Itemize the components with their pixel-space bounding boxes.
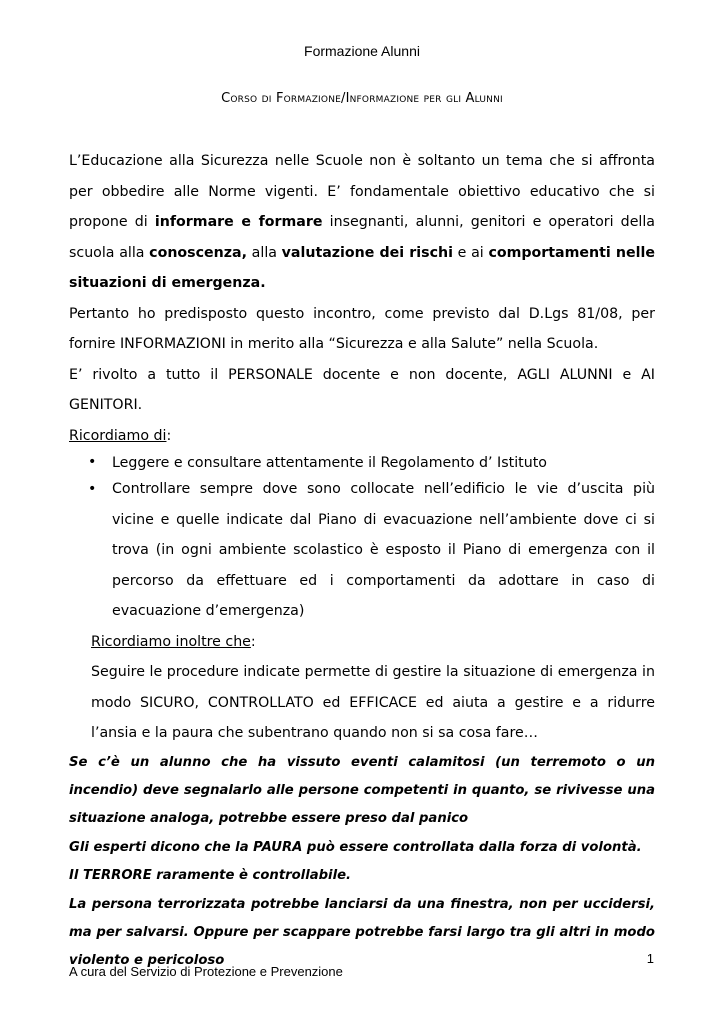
bullet-item: • Leggere e consultare attentamente il Regolamento d’ Istituto: [112, 451, 655, 474]
italic-paragraph: Il TERRORE raramente è controllabile.: [69, 868, 352, 884]
intro-paragraph: [69, 146, 655, 299]
remember-colon: :: [166, 427, 172, 444]
remember-more-colon: :: [250, 633, 256, 650]
italic-paragraph: La persona terrorizzata potrebbe lanciarsi da una finestra, non per uccidersi, ma per salvarsi. Oppure per scappare potrebbe farsi largo tra gli altri in modo violento e pericoloso: [69, 896, 655, 969]
bullet-list: [69, 451, 655, 627]
document-body: [69, 146, 655, 976]
document-title: Corso di Formazione/Informazione per gli Alunni: [221, 91, 503, 106]
remember-more-text: Seguire le procedure indicate permette di gestire la situazione di emergenza in modo SICURO, CONTROLLATO ed EFFICACE ed aiuta a gestire e a ridurre l’ansia e la paura che subentrano quando non si sa cosa fare…: [91, 664, 655, 741]
intro-text-1: L’Educazione alla Sicurezza nelle Scuole non è soltanto un tema che si affronta per obbedire alle Norme vigenti. E’ fondamentale obiettivo educativo che si propone di: [69, 153, 655, 230]
remember-more-heading: Ricordiamo inoltre che: [91, 633, 251, 650]
intro-bold-1: informare e formare: [154, 214, 323, 230]
page-footer: A cura del Servizio di Protezione e Prevenzione: [69, 964, 343, 979]
remember-heading: Ricordiamo di: [69, 427, 167, 444]
audience-paragraph: E’ rivolto a tutto il PERSONALE docente e non docente, AGLI ALUNNI e AI GENITORI.: [69, 366, 655, 413]
intro-text-2: insegnanti, alunni, genitori e operatori della scuola alla: [69, 214, 655, 261]
intro-bold-2: conoscenza,: [149, 244, 247, 261]
page-header: Formazione Alunni: [304, 43, 420, 59]
intro-bold-4: comportamenti nelle situazioni di emergenza.: [69, 244, 655, 291]
intro-bold-3: valutazione dei rischi: [281, 244, 453, 261]
intro-text-4: e ai: [452, 244, 489, 261]
bullet-item: • Controllare sempre dove sono collocate nell’edificio le vie d’uscita più vicine e quelle indicate dal Piano di evacuazione nell’ambiente dove ci si trova (in ogni ambiente scolastico è esposto il Piano di emergenza con il percorso da effettuare ed i comportamenti da adottare in caso di evacuazione d’emergenza): [112, 474, 655, 627]
remember-more-line: [69, 627, 655, 658]
italic-paragraph: Gli esperti dicono che la PAURA può essere controllata dalla forza di volontà.: [69, 839, 642, 855]
page-number: 1: [646, 951, 654, 966]
info-paragraph: Pertanto ho predisposto questo incontro, come previsto dal D.Lgs 81/08, per fornire INFORMAZIONI in merito alla “Sicurezza e alla Salute” nella Scuola.: [69, 305, 655, 352]
intro-text-3: alla: [246, 244, 282, 261]
italic-paragraph: Se c’è un alunno che ha vissuto eventi calamitosi (un terremoto o un incendio) deve segnalarlo alle persone competenti in quanto, se rivivesse una situazione analoga, potrebbe essere preso dal panico: [69, 754, 655, 827]
remember-heading-line: [69, 421, 655, 452]
